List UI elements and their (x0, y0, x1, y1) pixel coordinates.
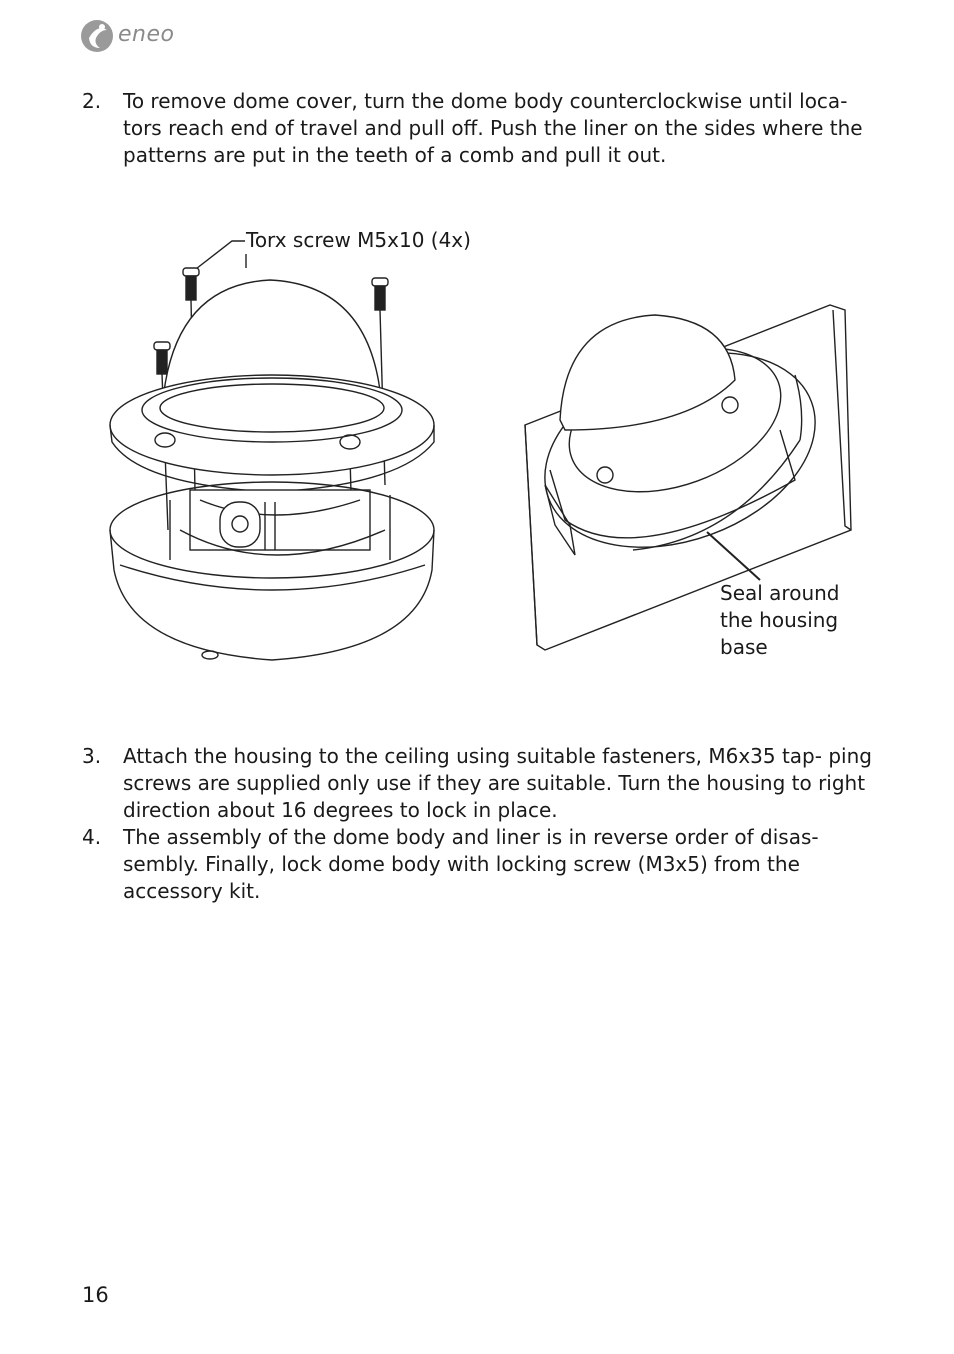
step-2 (82, 88, 882, 169)
brand-logo (80, 16, 190, 60)
eneo-logo-icon (80, 16, 116, 56)
seal-label-line: Seal around (720, 581, 840, 605)
exploded-dome-illustration (100, 230, 450, 670)
step-number: 3. (82, 744, 102, 768)
seal-label-line: the housing (720, 608, 839, 632)
step-4 (82, 824, 882, 905)
torx-screw-label: Torx screw M5x10 (4x) (246, 228, 471, 252)
page-number: 16 (82, 1283, 109, 1307)
seal-label-line: base (720, 635, 768, 659)
step-number: 2. (82, 89, 102, 113)
step-text: To remove dome cover, turn the dome body counterclockwise until loca- tors reach end of travel and pull off. Push the liner on the sides where the patterns are put in the teeth of a comb and pull it out. (123, 89, 863, 167)
step-text: The assembly of the dome body and liner is in reverse order of disas- sembly. Finally, lock dome body with locking screw (M3x5) from the accessory kit. (123, 825, 819, 903)
step-text: Attach the housing to the ceiling using suitable fasteners, M6x35 tap- ping screws are supplied only use if they are suitable. Turn the housing to right direction about 16 degrees to lock in place. (123, 744, 872, 822)
seal-label (720, 580, 860, 661)
brand-name: eneo (118, 22, 175, 47)
step-3 (82, 743, 882, 824)
step-number: 4. (82, 825, 102, 849)
